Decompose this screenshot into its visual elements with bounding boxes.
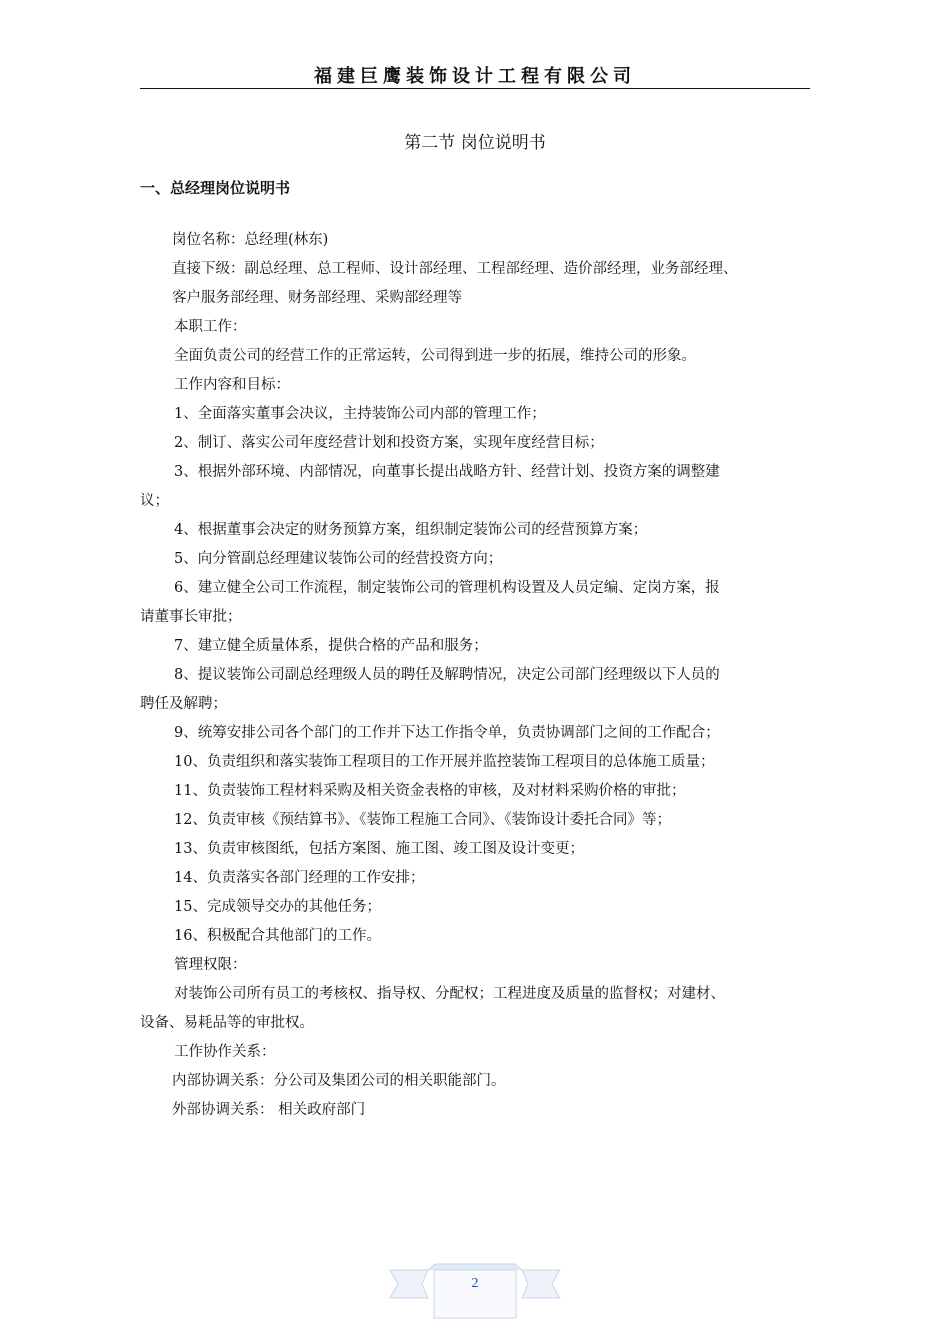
header-divider (140, 88, 810, 89)
list-item-continuation: 请董事长审批； (140, 609, 242, 625)
subordinates-line: 客户服务部经理、财务部经理、采购部经理等 (172, 290, 462, 306)
list-item-continuation: 议； (140, 493, 169, 509)
list-item: 11、负责装饰工程材料采购及相关资金表格的审核，及对材料采购价格的审批； (174, 783, 686, 799)
list-item: 6、建立健全公司工作流程，制定装饰公司的管理机构设置及人员定编、定岗方案，报 (174, 580, 720, 596)
list-item: 1、全面落实董事会决议，主持装饰公司内部的管理工作； (174, 406, 546, 422)
subordinates-line: 直接下级：副总经理、总工程师、设计部经理、工程部经理、造价部经理，业务部经理、 (172, 261, 738, 277)
authority-label: 管理权限： (174, 957, 247, 973)
page-number: 2 (471, 1276, 479, 1291)
list-item-continuation: 聘任及解聘； (140, 696, 227, 712)
list-item: 8、提议装饰公司副总经理级人员的聘任及解聘情况，决定公司部门经理级以下人员的 (174, 667, 720, 683)
sub-heading: 一、总经理岗位说明书 (140, 179, 291, 197)
company-header: 福建巨鹰装饰设计工程有限公司 (314, 66, 636, 87)
goals-label: 工作内容和目标： (174, 377, 290, 393)
list-item: 15、完成领导交办的其他任务； (174, 899, 381, 915)
list-item: 2、制订、落实公司年度经营计划和投资方案，实现年度经营目标； (174, 435, 604, 451)
body-text (140, 226, 815, 1125)
list-item: 5、向分管副总经理建议装饰公司的经营投资方向； (174, 551, 503, 567)
list-item: 10、负责组织和落实装饰工程项目的工作开展并监控装饰工程项目的总体施工质量； (174, 754, 715, 770)
authority-text-continuation: 设备、易耗品等的审批权。 (140, 1015, 314, 1031)
list-item: 14、负责落实各部门经理的工作安排； (174, 870, 425, 886)
external-relations: 外部协调关系： 相关政府部门 (172, 1102, 366, 1118)
duty-text: 全面负责公司的经营工作的正常运转，公司得到进一步的拓展，维持公司的形象。 (174, 348, 696, 364)
position-name: 岗位名称：总经理(林东) (172, 232, 329, 248)
list-item: 13、负责审核图纸，包括方案图、施工图、竣工图及设计变更； (174, 841, 584, 857)
authority-text: 对装饰公司所有员工的考核权、指导权、分配权；工程进度及质量的监督权；对建材、 (174, 986, 725, 1002)
list-item: 3、根据外部环境、内部情况，向董事长提出战略方针、经营计划、投资方案的调整建 (174, 464, 720, 480)
section-title: 第二节 岗位说明书 (404, 133, 546, 153)
duty-label: 本职工作： (174, 319, 247, 335)
relations-label: 工作协作关系： (174, 1044, 276, 1060)
page-number-ribbon-icon (388, 1262, 562, 1322)
list-item: 16、积极配合其他部门的工作。 (174, 928, 381, 944)
list-item: 12、负责审核《预结算书》、《装饰工程施工合同》、《装饰设计委托合同》等； (174, 812, 671, 828)
internal-relations: 内部协调关系：分公司及集团公司的相关职能部门。 (172, 1073, 506, 1089)
list-item: 9、统筹安排公司各个部门的工作并下达工作指令单，负责协调部门之间的工作配合； (174, 725, 720, 741)
list-item: 7、建立健全质量体系，提供合格的产品和服务； (174, 638, 488, 654)
list-item: 4、根据董事会决定的财务预算方案，组织制定装饰公司的经营预算方案； (174, 522, 648, 538)
